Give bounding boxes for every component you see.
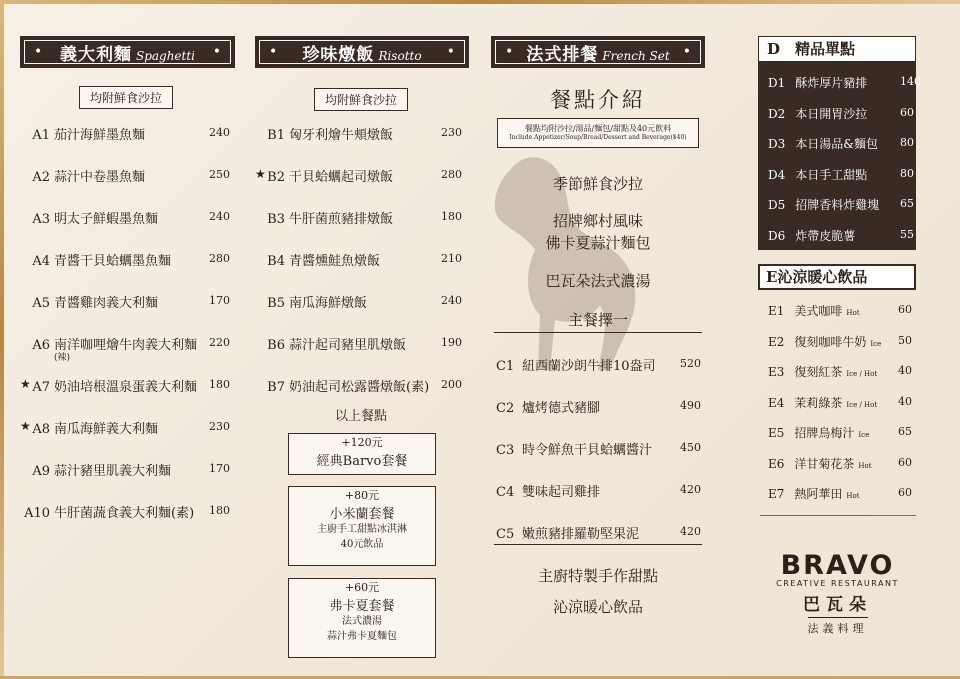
item-name: 本日開胃沙拉 [795,106,868,121]
item-code: D6 [768,228,786,243]
combo-box [288,433,436,475]
main-course-item [496,439,701,458]
item-price: 170 [209,294,230,307]
drink-item [768,363,912,380]
item-name: 明太子鮮蝦墨魚麵 [54,212,159,227]
item-price: 180 [209,504,230,517]
item-name: 牛肝菌煎豬排燉飯 [289,212,394,227]
item-price: 65 [900,197,914,210]
item-code: E3 [768,365,785,379]
item-price: 250 [209,168,230,181]
bullet-icon: • [269,44,278,60]
item-code: C3 [496,443,515,458]
item-price: 210 [441,252,462,265]
item-code: A1 [32,128,50,143]
drink-temp: Hot [858,461,872,470]
dishes-panel [758,62,921,250]
item-name: 青醬干貝蛤蠣墨魚麵 [54,254,172,269]
item-note: (辣) [54,353,71,363]
item-code: A2 [32,170,50,185]
item-price: 520 [680,357,701,370]
combo-desc: 主廚手工甜點冰淇淋 [317,524,407,535]
item-price: 200 [441,378,462,391]
item-name: 本日手工甜點 [795,167,868,182]
drink-temp: Ice [870,339,882,348]
drink-item [768,424,912,441]
item-name: 干貝蛤蠣起司燉飯 [289,170,394,185]
bullet-icon: • [505,44,514,60]
item-price: 240 [441,294,462,307]
french-title: 法式排餐 [526,44,599,65]
item-price: 230 [209,420,230,433]
item-code: C2 [496,401,515,416]
bravo-logo [760,550,915,636]
combo-desc: 40元飲品 [340,539,384,550]
drink-item [768,394,912,411]
item-price: 490 [680,399,701,412]
menu-item [20,418,230,437]
item-code: E1 [768,304,785,318]
item-price: 180 [441,210,462,223]
combo-desc: 法式濃湯 [342,616,382,627]
divider [494,544,702,545]
extra-item: 主廚特製手作甜點 [537,567,658,585]
star-icon: ★ [255,167,266,181]
item-name: 熱阿華田 [794,487,843,501]
item-price: 55 [900,227,914,241]
menu-item [255,166,465,185]
course-item: 巴瓦朵法式濃湯 [545,272,651,290]
drink-temp: Ice / Hot [846,370,878,378]
bullet-icon: • [34,44,43,60]
item-price: 450 [680,441,701,454]
item-code: A9 [32,464,50,479]
dish-item [768,196,914,213]
course-item: 招牌鄉村風味 [552,212,643,230]
item-name: 奶油培根溫泉蛋義大利麵 [54,380,198,395]
main-course-title: 主餐擇一 [567,311,628,329]
menu-item [20,376,230,395]
item-price: 220 [209,336,230,349]
item-price: 40 [898,394,912,408]
menu-item [20,334,230,363]
french-section [491,36,705,68]
item-name: 奶油起司松露醬燉飯(素) [289,380,430,395]
item-name: 爐烤德式豬腳 [522,401,601,416]
item-price: 80 [900,166,914,180]
drink-temp: Hot [846,309,860,317]
item-code: E2 [768,334,785,349]
drink-item [768,485,912,502]
main-course-item [496,481,701,500]
menu-item [20,124,230,143]
logo-main-text: BRAVO [780,550,895,581]
course-item: 季節鮮食沙拉 [552,175,643,193]
item-price: 230 [441,126,462,139]
dish-item [768,74,921,91]
item-code: A8 [32,422,50,437]
item-code: D2 [768,106,786,121]
menu-item [255,208,465,227]
item-name: 匈牙利燴牛頰燉飯 [289,128,394,143]
logo-tagline: CREATIVE RESTAURANT [776,579,899,588]
item-name: 紐西蘭沙朗牛排10盎司 [522,359,656,374]
menu-item [255,334,465,353]
drink-item [768,333,912,350]
item-name: 蒜汁中卷墨魚麵 [54,170,146,185]
gold-border-top [0,0,960,4]
risotto-section [255,36,469,68]
item-price: 420 [680,525,701,538]
item-name: 南瓜海鮮義大利麵 [54,422,159,437]
course-list [491,170,705,300]
course-item: 佛卡夏蒜汁麵包 [545,234,651,252]
intro-title: 餐點介紹 [550,88,646,112]
item-price: 60 [898,303,912,316]
combo-price: +80元 [344,489,380,502]
item-code: B3 [267,212,285,227]
item-price: 40 [898,364,912,377]
menu-item [20,460,230,479]
french-header [491,36,705,68]
dish-item [768,166,914,183]
item-code: E7 [768,487,785,501]
gold-border-left [0,0,4,679]
item-price: 65 [898,425,912,438]
item-code: E4 [768,395,785,410]
item-price: 180 [209,378,230,391]
risotto-subtitle: Risotto [378,48,422,63]
item-name: 本日湯品&麵包 [795,137,878,151]
item-name: 美式咖啡 [794,304,843,318]
menu-item [20,502,230,521]
item-code: E6 [768,456,785,471]
item-code: C1 [496,359,515,374]
star-icon: ★ [20,419,31,433]
menu-item [20,250,230,269]
menu-item [20,166,230,185]
bullet-icon: • [212,44,221,60]
combo-desc: 蒜汁弗卡夏麵包 [327,631,397,642]
item-code: B4 [267,254,285,269]
item-code: A6 [32,338,50,353]
bullet-icon: • [682,44,691,60]
item-price: 240 [209,126,230,139]
item-name: 炸帶皮脆薯 [795,228,856,243]
menu-item [20,208,230,227]
star-icon: ★ [20,377,31,391]
divider [760,515,916,516]
item-code: B2 [267,170,285,185]
item-price: 60 [898,486,912,499]
item-name: 時令鮮魚干貝蛤蠣醬汁 [522,443,653,458]
item-name: 南洋咖哩燴牛肉義大利麵 [54,338,198,353]
item-code: A5 [32,296,50,311]
item-code: D1 [768,76,786,90]
main-course-item [496,523,701,542]
item-price: 60 [900,105,914,119]
item-name: 復刻紅茶 [794,365,843,379]
intro-note-box [497,118,699,148]
item-code: D3 [768,137,786,151]
item-code: A10 [24,506,50,521]
item-name: 雙味起司雞排 [522,485,601,500]
item-price: 190 [441,336,462,349]
item-price: 420 [680,483,701,496]
item-price: 170 [209,462,230,475]
dish-item [768,135,914,152]
drink-temp: Hot [846,492,860,500]
logo-chinese-name: 巴瓦朵 [803,595,872,615]
item-name: 茄汁海鮮墨魚麵 [54,128,146,143]
menu-item [20,292,230,311]
spaghetti-header [20,36,235,68]
combo-price: +120元 [341,436,383,449]
item-name: 南瓜海鮮燉飯 [289,296,368,311]
main-course-item [496,397,701,416]
item-code: D5 [768,198,786,212]
item-code: B5 [267,296,285,311]
item-code: C5 [496,527,515,542]
risotto-note: 均附鮮食沙拉 [314,88,408,111]
item-name: 蒜汁豬里肌義大利麵 [54,464,172,479]
item-name: 招牌香料炸雞塊 [795,198,880,212]
item-name: 青醬燻鮭魚燉飯 [289,254,381,269]
item-code: D4 [768,167,786,182]
menu-item [255,124,465,143]
extra-item: 沁涼暖心飲品 [552,598,643,616]
combo-box [288,486,436,566]
item-code: A4 [32,254,50,269]
combo-intro-label: 以上餐點 [335,409,388,424]
drink-temp: Ice / Hot [846,400,878,409]
combo-name: 弗卡夏套餐 [329,599,395,614]
combo-price: +60元 [344,581,380,594]
intro-note-en: Include Appetizer/Soup/Bread/Dessert and Beverage($40) [509,134,687,141]
risotto-header [255,36,469,68]
french-subtitle: French Set [602,48,670,63]
dishes-header: D 精品單點 [758,36,916,62]
item-price: 240 [209,210,230,223]
menu-item [255,292,465,311]
item-name: 招牌烏梅汁 [794,426,855,440]
dish-item [768,227,914,244]
drink-item [768,455,912,472]
menu-item [255,250,465,269]
dish-item [768,105,914,122]
item-price: 280 [209,252,230,265]
item-name: 酥炸厚片豬排 [795,76,868,90]
item-code: B6 [267,338,285,353]
item-name: 蒜汁起司豬里肌燉飯 [289,338,407,353]
drink-item [768,302,912,319]
main-course-item [496,355,701,374]
item-code: C4 [496,485,515,500]
combo-name: 經典Barvo套餐 [316,454,408,469]
item-name: 茉莉綠茶 [794,395,843,410]
item-name: 嫩煎豬排羅勒堅果泥 [522,527,640,542]
item-name: 復刻咖啡牛奶 [794,334,867,349]
drinks-header: E沁涼暖心飲品 [758,264,916,290]
intro-note-cn: 餐點均附沙拉/湯品/麵包/甜點及40元飲料 [524,124,672,133]
spaghetti-subtitle: Spaghetti [135,48,196,63]
item-price: 80 [900,136,914,149]
combo-box [288,578,436,658]
item-price: 280 [441,168,462,181]
combo-name: 小米蘭套餐 [329,507,395,522]
item-price: 50 [898,333,912,347]
item-price: 140 [900,75,921,88]
item-code: B7 [267,380,285,395]
logo-chinese-subtitle: 法義料理 [808,617,868,636]
item-code: E5 [768,426,785,440]
spaghetti-section [20,36,235,68]
menu-item [255,376,465,395]
item-code: B1 [267,128,285,143]
drink-temp: Ice [858,431,870,439]
risotto-title: 珍味燉飯 [302,44,375,65]
bullet-icon: • [446,44,455,60]
item-price: 60 [898,455,912,469]
item-code: A7 [32,380,50,395]
item-name: 青醬雞肉義大利麵 [54,296,159,311]
spaghetti-note: 均附鮮食沙拉 [79,86,173,109]
item-code: A3 [32,212,50,227]
item-name: 洋甘菊花茶 [794,456,855,471]
item-name: 牛肝菌蔬食義大利麵(素) [54,506,195,521]
spaghetti-title: 義大利麵 [59,44,132,65]
divider [494,332,702,333]
